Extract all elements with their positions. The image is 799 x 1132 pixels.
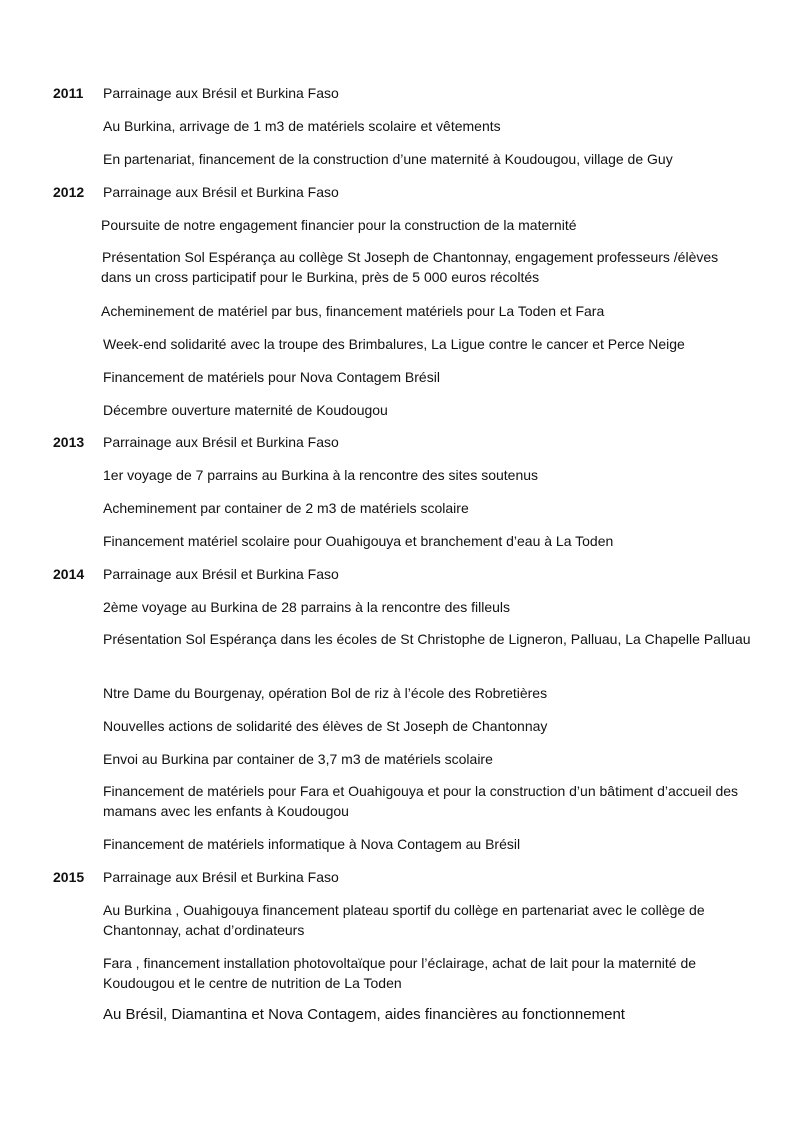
year-label: 2013 (53, 434, 85, 450)
entry-line: Présentation Sol Espérança au collège St Joseph de Chantonnay, engagement professeurs /élèves dans un cross participatif pour le Burkina, près de 5 000 euros récoltés (101, 249, 719, 285)
entry-line: Ntre Dame du Bourgenay, opération Bol de riz à l’école des Robretières (103, 685, 548, 701)
year-label: 2012 (53, 184, 85, 200)
entry-line: Au Brésil, Diamantina et Nova Contagem, aides financières au fonctionnement (103, 1006, 625, 1023)
year-label: 2015 (53, 869, 85, 885)
entry-line: Présentation Sol Espérança dans les écoles de St Christophe de Ligneron, Palluau, La Chapelle Palluau (103, 631, 751, 647)
entry-line: 2ème voyage au Burkina de 28 parrains à la rencontre des filleuls (103, 599, 511, 615)
entry-line: Au Burkina, arrivage de 1 m3 de matériels scolaire et vêtements (103, 118, 501, 134)
entry-line: Parrainage aux Brésil et Burkina Faso (103, 85, 339, 101)
entry-line: Parrainage aux Brésil et Burkina Faso (103, 434, 339, 450)
entry-line: Financement de matériels informatique à Nova Contagem au Brésil (103, 836, 521, 852)
entry-line: Acheminement de matériel par bus, financement matériels pour La Toden et Fara (101, 303, 605, 319)
entry-line: En partenariat, financement de la construction d’une maternité à Koudougou, village de Guy (103, 151, 673, 167)
entry-line: Fara , financement installation photovoltaïque pour l’éclairage, achat de lait pour la maternité de Koudougou et le centre de nutrition de La Toden (103, 955, 697, 991)
entry-line: 1er voyage de 7 parrains au Burkina à la rencontre des sites soutenus (103, 467, 539, 483)
entry-line: Au Burkina , Ouahigouya financement plateau sportif du collège en partenariat avec le collège de Chantonnay, achat d’ordinateurs (103, 902, 705, 938)
entry-line: Envoi au Burkina par container de 3,7 m3 de matériels scolaire (103, 751, 493, 767)
entry-line: Week-end solidarité avec la troupe des Brimbalures, La Ligue contre le cancer et Perce Neige (103, 336, 685, 352)
entry-line: Financement de matériels pour Fara et Ouahigouya et pour la construction d’un bâtiment d’accueil des mamans avec les enfants à Koudougou (103, 783, 739, 819)
entry-line: Parrainage aux Brésil et Burkina Faso (103, 184, 339, 200)
entry-line: Acheminement par container de 2 m3 de matériels scolaire (103, 500, 469, 516)
year-label: 2011 (53, 85, 84, 101)
year-label: 2014 (53, 566, 85, 582)
entry-line: Poursuite de notre engagement financier pour la construction de la maternité (101, 217, 577, 233)
entry-line: Parrainage aux Brésil et Burkina Faso (103, 869, 339, 885)
entry-line: Décembre ouverture maternité de Koudougou (103, 402, 388, 418)
entry-line: Nouvelles actions de solidarité des élèves de St Joseph de Chantonnay (103, 718, 548, 734)
entry-line: Financement de matériels pour Nova Contagem Brésil (103, 369, 440, 385)
entry-line: Financement matériel scolaire pour Ouahigouya et branchement d’eau à La Toden (103, 533, 614, 549)
entry-line: Parrainage aux Brésil et Burkina Faso (103, 566, 339, 582)
